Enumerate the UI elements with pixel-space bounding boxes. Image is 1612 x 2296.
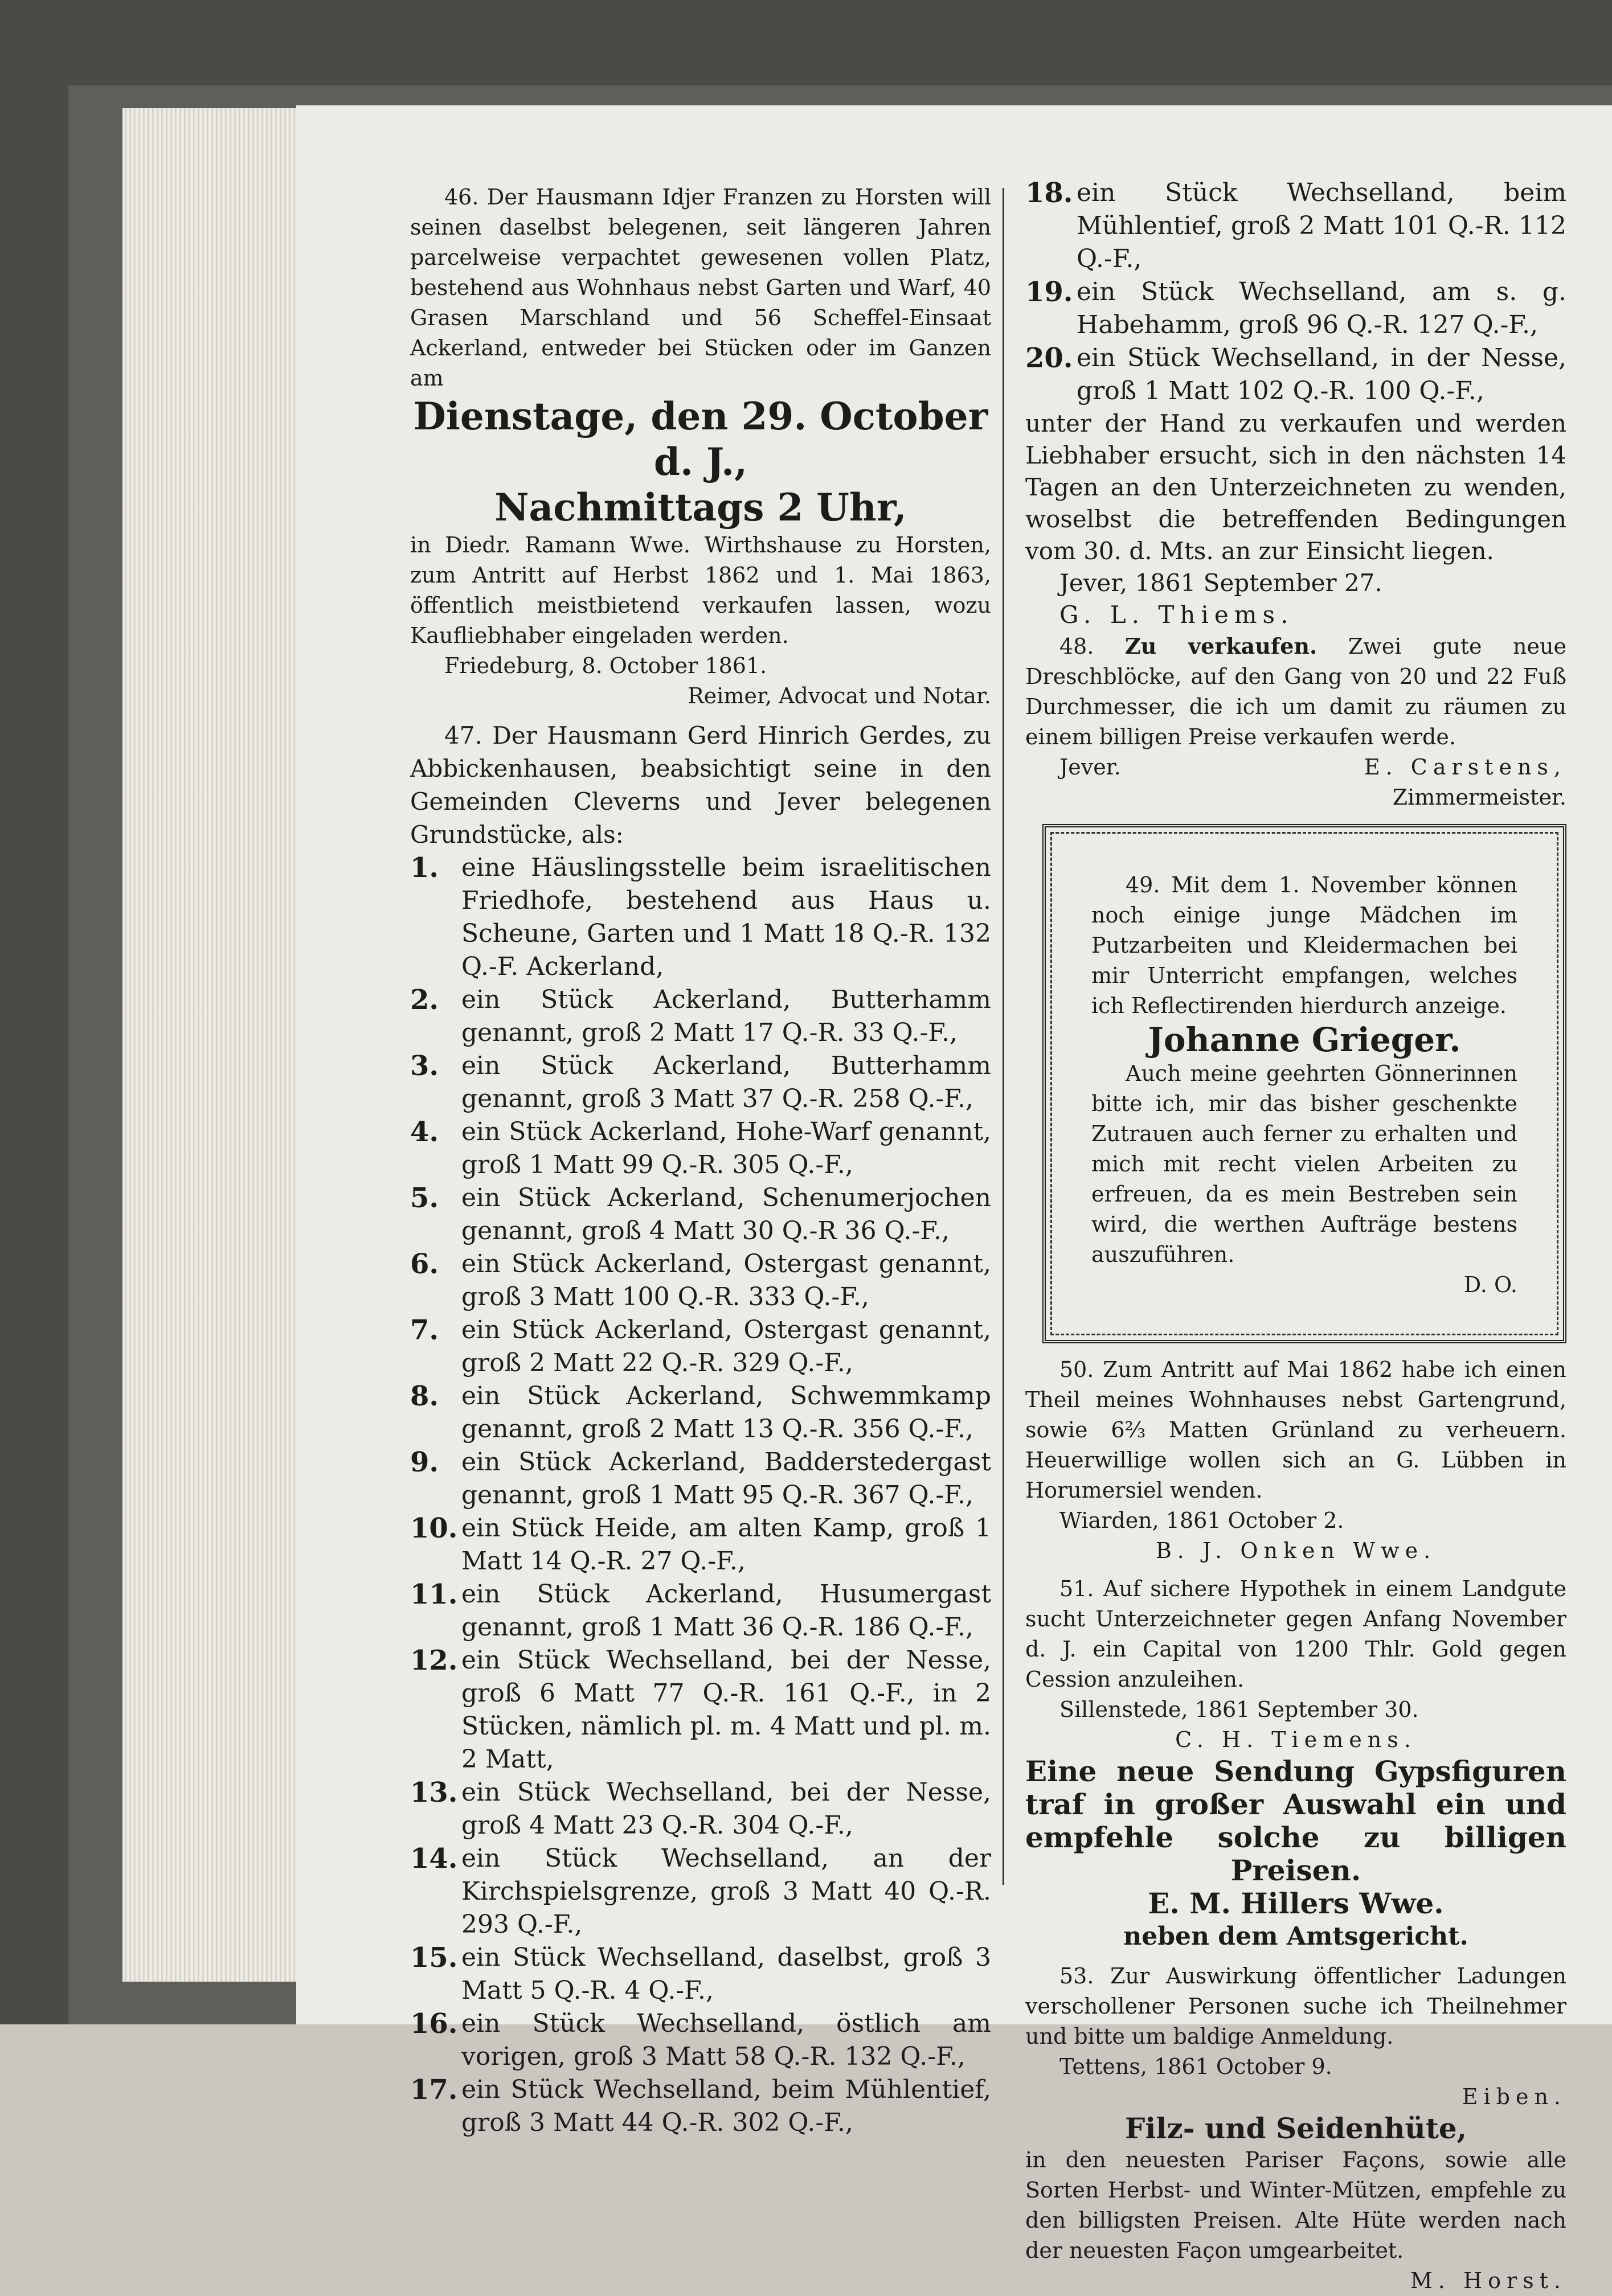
parcel-description: ein Stück Ackerland, Schwemmkamp genannt, groß 2 Matt 13 Q.-R. 356 Q.-F., — [461, 1381, 991, 1444]
parcel-number: 8. — [410, 1380, 439, 1412]
parcel-description: ein Stück Ackerland, Butterhamm genannt, groß 3 Matt 37 Q.-R. 258 Q.-F., — [461, 1051, 991, 1113]
parcel-item — [410, 851, 991, 983]
ad-48-signature: E. Carstens, — [1364, 755, 1566, 780]
parcel-item — [410, 1380, 991, 1446]
parcel-description: ein Stück Ackerland, Husumergast genannt, groß 1 Matt 36 Q.-R. 186 Q.-F., — [461, 1580, 991, 1642]
parcel-item — [410, 1049, 991, 1116]
ad-52-address: neben dem Amtsgericht. — [1123, 1922, 1468, 1951]
ad-50-signature: B. J. Onken Wwe. — [1155, 1538, 1437, 1563]
parcel-item — [410, 1182, 991, 1248]
parcel-description: ein Stück Wechselland, daselbst, groß 3 Matt 5 Q.-R. 4 Q.-F., — [461, 1943, 991, 2005]
ad-51-body: 51. Auf sichere Hypothek in einem Landgute sucht Unterzeichneter gegen Anfang November d. J. ein Capital von 1200 Thlr. Gold gegen Cession anzuleihen. — [1025, 1576, 1566, 1692]
parcel-number: 4. — [410, 1116, 439, 1148]
ad-46-time: Nachmittags 2 Uhr, — [494, 485, 907, 530]
parcel-number: 16. — [410, 2008, 458, 2040]
parcel-item — [410, 1248, 991, 1314]
ad-49-body-2: Auch meine geehrten Gönnerinnen bitte ich, mir das bisher geschenkte Zutrauen auch ferner zu erhalten und mich mit recht vielen Arbeiten zu erfreuen, da es mein Bestreben sein wird, die werthen Aufträge bestens auszuführen. — [1091, 1061, 1517, 1267]
ad-52-signature: E. M. Hillers Wwe. — [1148, 1887, 1444, 1920]
parcel-item — [410, 1776, 991, 1842]
parcel-number: 1. — [410, 852, 439, 884]
page-stack-edge — [122, 108, 316, 1982]
ad-48-heading: Zu verkaufen. — [1124, 633, 1318, 659]
parcel-number: 10. — [410, 1512, 458, 1544]
ad-47-place: Jever, 1861 September 27. — [1059, 569, 1382, 597]
ad-48-place: Jever. — [1059, 755, 1121, 780]
ad-46-body: 46. Der Hausmann Idjer Franzen zu Horsten will seinen daselbst belegenen, seit längeren Jahren parcelweise verpachtet gewesenen vollen Platz, bestehend aus Wohnhaus nebst Garten und Warf, 40 Grasen Marschland und 56 Scheffel-Einsaat Ackerland, entweder bei Stücken oder im Ganzen am — [410, 184, 991, 391]
ad-49-body: 49. Mit dem 1. November können noch einige junge Mädchen im Putzarbeiten und Kleidermachen bei mir Unterricht empfangen, welches ich Reflectirenden hierdurch anzeige. — [1091, 872, 1517, 1018]
ad-51-signature: C. H. Tiemens. — [1175, 1727, 1417, 1752]
parcel-description: ein Stück Ackerland, Hohe-Warf genannt, groß 1 Matt 99 Q.-R. 305 Q.-F., — [461, 1117, 991, 1179]
parcel-description: eine Häuslingsstelle beim israelitischen Friedhofe, bestehend aus Haus u. Scheune, Garten und 1 Matt 18 Q.-R. 132 Q.-F. Ackerland, — [461, 853, 991, 981]
ad-53-place: Tettens, 1861 October 9. — [1059, 2054, 1332, 2079]
parcel-description: ein Stück Wechselland, beim Mühlentief, groß 2 Matt 101 Q.-R. 112 Q.-F., — [1077, 178, 1566, 273]
parcel-number: 17. — [410, 2074, 458, 2106]
parcel-number: 14. — [410, 1843, 458, 1875]
ad-52-headline: Eine neue Sendung Gypsfiguren traf in großer Auswahl ein und empfehle solche zu billigen Preisen. — [1025, 1754, 1566, 1887]
parcel-description: ein Stück Wechselland, östlich am vorigen, groß 3 Matt 58 Q.-R. 132 Q.-F., — [461, 2009, 991, 2071]
left-column — [410, 182, 991, 2139]
parcel-description: ein Stück Ackerland, Ostergast genannt, groß 2 Matt 22 Q.-R. 329 Q.-F., — [461, 1315, 991, 1377]
parcel-number: 18. — [1025, 177, 1073, 209]
parcel-number: 2. — [410, 984, 439, 1016]
parcel-description: ein Stück Ackerland, Schenumerjochen genannt, groß 4 Matt 30 Q.-R 36 Q.-F., — [461, 1183, 991, 1245]
parcel-description: ein Stück Wechselland, bei der Nesse, groß 4 Matt 23 Q.-R. 304 Q.-F., — [461, 1778, 991, 1840]
ad-54-signature: M. Horst. — [1410, 2268, 1566, 2293]
parcel-item — [410, 1116, 991, 1182]
parcel-number: 19. — [1025, 276, 1073, 308]
parcel-item — [1025, 342, 1566, 408]
parcel-item — [410, 2007, 991, 2073]
right-column — [1025, 177, 1566, 2296]
parcel-item — [1025, 276, 1566, 342]
parcel-number: 3. — [410, 1050, 439, 1082]
ad-47-signature: G. L. Thiems. — [1059, 601, 1294, 629]
parcel-item — [410, 1941, 991, 2007]
parcel-description: ein Stück Ackerland, Badderstedergast genannt, groß 1 Matt 95 Q.-R. 367 Q.-F., — [461, 1448, 991, 1510]
ad-48-footer — [1025, 752, 1566, 782]
parcel-item — [410, 1842, 991, 1941]
ad-51-place: Sillenstede, 1861 September 30. — [1059, 1697, 1419, 1722]
column-divider — [1003, 188, 1004, 1885]
ad-54-body: in den neuesten Pariser Façons, sowie alle Sorten Herbst- und Winter-Mützen, empfehle zu den billigsten Preisen. Alte Hüte werden nach der neuesten Façon umgearbeitet. — [1025, 2147, 1566, 2263]
ad-47-items-continued — [1025, 177, 1566, 408]
parcel-item — [410, 1446, 991, 1512]
parcel-number: 7. — [410, 1314, 439, 1346]
parcel-description: ein Stück Ackerland, Butterhamm genannt, groß 2 Matt 17 Q.-R. 33 Q.-F., — [461, 985, 991, 1047]
ad-49-bordered-box — [1042, 824, 1566, 1343]
parcel-item — [410, 1644, 991, 1776]
parcel-number: 6. — [410, 1248, 439, 1280]
ad-53-body: 53. Zur Auswirkung öffentlicher Ladungen verschollener Personen suche ich Theilnehmer und bitte um baldige Anmeldung. — [1025, 1963, 1566, 2049]
parcel-item — [410, 983, 991, 1049]
parcel-number: 13. — [410, 1777, 458, 1809]
ad-48 — [1025, 631, 1566, 752]
ad-53-signature: Eiben. — [1462, 2084, 1566, 2109]
parcel-description: ein Stück Wechselland, an der Kirchspielsgrenze, groß 3 Matt 40 Q.-R. 293 Q.-F., — [461, 1844, 991, 1939]
parcel-item — [410, 1578, 991, 1644]
ad-49-signature: D. O. — [1463, 1272, 1517, 1297]
ad-46-body-2: in Diedr. Ramann Wwe. Wirthshause zu Horsten, zum Antritt auf Herbst 1862 und 1. Mai 1863, öffentlich meistbietend verkaufen lassen, wozu Kaufliebhaber eingeladen werden. — [410, 532, 991, 648]
parcel-number: 11. — [410, 1578, 458, 1610]
parcel-description: ein Stück Wechselland, am s. g. Habehamm, groß 96 Q.-R. 127 Q.-F., — [1077, 277, 1566, 339]
parcel-description: ein Stück Heide, am alten Kamp, groß 1 Matt 14 Q.-R. 27 Q.-F., — [461, 1514, 991, 1576]
parcel-item — [410, 1314, 991, 1380]
ad-48-body: Zwei gute neue Dreschblöcke, auf den Gang von 20 und 22 Fuß Durchmesser, die ich um damit zu räumen zu einem billigen Preise verkaufen werde. — [1025, 634, 1566, 749]
parcel-item — [410, 1512, 991, 1578]
parcel-item — [410, 2073, 991, 2139]
ad-50-place: Wiarden, 1861 October 2. — [1059, 1508, 1344, 1533]
ad-47-end: unter der Hand zu verkaufen und werden Liebhaber ersucht, sich in den nächsten 14 Tagen an den Unterzeichneten zu wenden, woselbst die betreffenden Bedingungen vom 30. d. Mts. an zur Einsicht liegen. — [1025, 409, 1566, 565]
ad-46-place: Friedeburg, 8. October 1861. — [444, 653, 767, 678]
parcel-number: 12. — [410, 1645, 458, 1676]
ad-48-title: Zimmermeister. — [1392, 785, 1566, 810]
ad-48-number: 48. — [1059, 634, 1094, 659]
ad-47-items — [410, 851, 991, 2139]
parcel-number: 5. — [410, 1182, 439, 1214]
ad-49-name: Johanne Grieger. — [1148, 1020, 1461, 1059]
parcel-item — [1025, 177, 1566, 276]
parcel-description: ein Stück Wechselland, bei der Nesse, groß 6 Matt 77 Q.-R. 161 Q.-F., in 2 Stücken, nämlich pl. m. 4 Matt und pl. m. 2 Matt, — [461, 1646, 991, 1774]
parcel-number: 20. — [1025, 342, 1073, 374]
ad-46-date: Dienstage, den 29. October d. J., — [413, 394, 988, 484]
ad-47-intro: 47. Der Hausmann Gerd Hinrich Gerdes, zu Abbickenhausen, beabsichtigt seine in den Gemeinden Cleverns und Jever belegenen Grundstücke, als: — [410, 721, 991, 848]
parcel-description: ein Stück Wechselland, in der Nesse, groß 1 Matt 102 Q.-R. 100 Q.-F., — [1077, 343, 1566, 405]
ad-50-body: 50. Zum Antritt auf Mai 1862 habe ich einen Theil meines Wohnhauses nebst Gartengrund, sowie 6⅔ Matten Grünland zu verheuern. Heuerwillige wollen sich an G. Lübben in Horumersiel wenden. — [1025, 1357, 1566, 1503]
parcel-number: 15. — [410, 1942, 458, 1974]
parcel-number: 9. — [410, 1446, 439, 1478]
ad-46-signature: Reimer, Advocat und Notar. — [688, 683, 991, 708]
ad-54-headline: Filz- und Seidenhüte, — [1124, 2112, 1467, 2145]
parcel-description: ein Stück Wechselland, beim Mühlentief, groß 3 Matt 44 Q.-R. 302 Q.-F., — [461, 2075, 991, 2137]
parcel-description: ein Stück Ackerland, Ostergast genannt, groß 3 Matt 100 Q.-R. 333 Q.-F., — [461, 1249, 991, 1311]
